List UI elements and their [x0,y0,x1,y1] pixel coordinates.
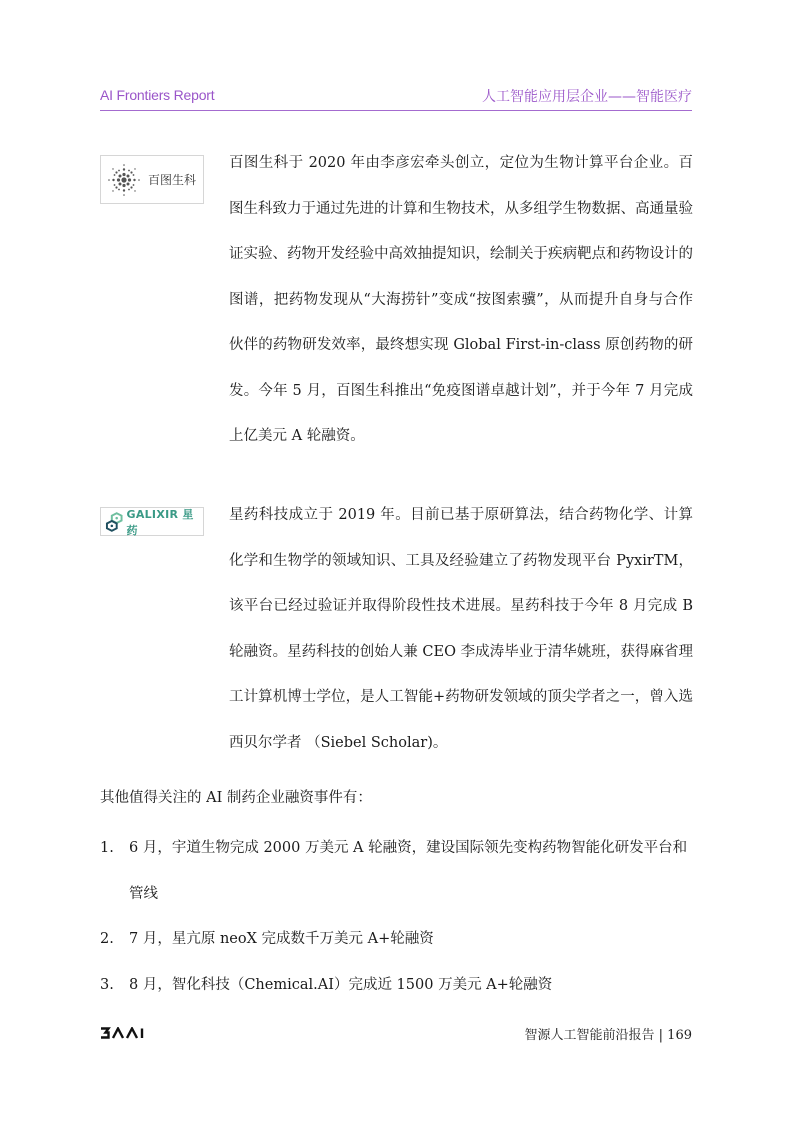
other-events-intro: 其他值得关注的 AI 制药企业融资事件有： [100,790,372,806]
linked-hexagons-icon [105,512,124,532]
list-item [100,826,694,917]
footer-report-name: 智源人工智能前沿报告 [524,1028,655,1043]
galixir-description: 星药科技成立于 2019 年。目前已基于原研算法，结合药物化学、计算化学和生物学的领域知识、工具及经验建立了药物发现平台 PyxirTM，该平台已经过验证并取得阶段性技术进展。星药科技于今年 8 月完成 B 轮融资。星药科技的创始人兼 CEO 李成涛毕业于清华姚班，获得麻省理工计算机博士学位，是人工智能+药物研发领域的顶尖学者之一，曾入选西贝尔学者 （Siebel Scholar)。 [229,507,693,751]
list-item [100,963,694,1009]
footer-separator: | [658,1028,664,1043]
list-item [100,917,694,963]
page-footer [524,1024,692,1043]
list-text: 8 月，智化科技（Chemical.AI）完成近 1500 万美元 A+轮融资 [129,976,553,993]
baitu-logo [100,155,204,204]
list-number: 1. [100,840,114,856]
page-header [100,86,692,111]
list-number: 2. [100,931,114,947]
galixir-logo [100,507,204,536]
page-number: 169 [667,1028,692,1043]
starburst-dots-icon [106,162,142,198]
list-number: 3. [100,976,114,993]
funding-events-list [100,826,694,1008]
galixir-logo-text: GALIXIR 星药 [126,507,194,537]
baai-logo-icon [100,1027,148,1039]
list-text: 6 月，宇道生物完成 2000 万美元 A 轮融资，建设国际领先变构药物智能化研发平台和管线 [129,840,688,902]
baitu-description: 百图生科于 2020 年由李彦宏牵头创立，定位为生物计算平台企业。百图生科致力于通过先进的计算和生物技术，从多组学生物数据、高通量验证实验、药物开发经验中高效抽提知识，绘制关于疾病靶点和药物设计的图谱，把药物发现从“大海捞针”变成“按图索骥”，从而提升自身与合作伙伴的药物研发效率，最终想实现 Global First-in-class 原创药物的研发。今年 5 月，百图生科推出“免疫图谱卓越计划”，并于今年 7 月完成上亿美元 A 轮融资。 [229,155,693,444]
report-title: AI Frontiers Report [100,87,215,103]
section-title: 人工智能应用层企业——智能医疗 [482,89,692,105]
list-text: 7 月，星亢原 neoX 完成数千万美元 A+轮融资 [129,931,434,947]
baitu-logo-text: 百图生科 [148,173,197,187]
